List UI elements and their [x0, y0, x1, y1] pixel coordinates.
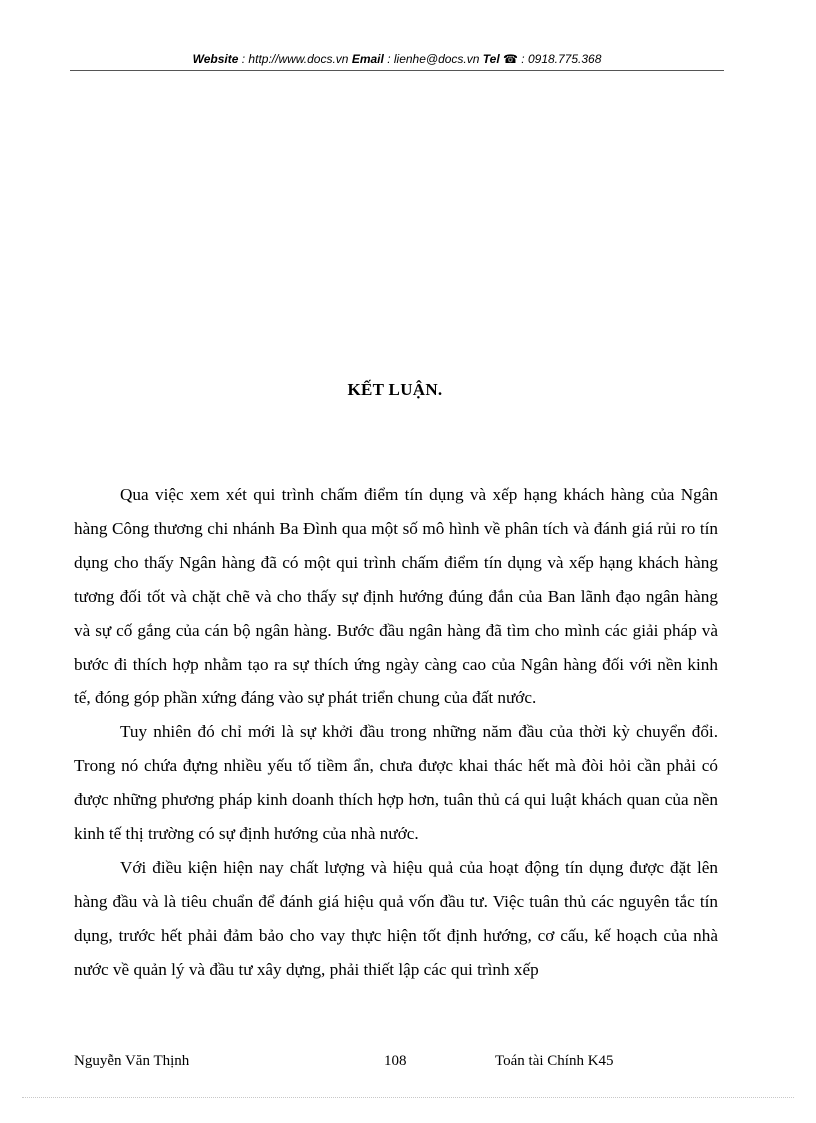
paragraph: Tuy nhiên đó chỉ mới là sự khởi đầu trong những năm đầu của thời kỳ chuyển đổi. Trong nó chứa đựng nhiều yếu tố tiềm ẩn, chưa được khai thác hết mà đòi hỏi cần phải có được những phương pháp kinh doanh thích hợp hơn, tuân thủ cá qui luật khách quan của nền kinh tế thị trường có sự định hướng của nhà nước.: [74, 722, 718, 844]
paragraph: Qua việc xem xét qui trình chấm điểm tín dụng và xếp hạng khách hàng của Ngân hàng Công thương chi nhánh Ba Đình qua một số mô hình về phân tích và đánh giá rủi ro tín dụng cho thấy Ngân hàng đã có một qui trình chấm điểm tín dụng và xếp hạng khách hàng tương đối tốt và chặt chẽ và cho thấy sự định hướng đúng đắn của Ban lãnh đạo ngân hàng và sự cố gắng của cán bộ ngân hàng. Bước đầu ngân hàng đã tìm cho mình các giải pháp và bước đi thích hợp nhằm tạo ra sự thích ứng ngày càng cao của Ngân hàng đối với nền kinh tế, đóng góp phần xứng đáng vào sự phát triển chung của đất nước.: [74, 485, 718, 708]
email-label: Email: [351, 52, 384, 66]
website-label: Website: [192, 52, 239, 66]
tel-label: Tel ☎: [482, 52, 518, 66]
page-title: KẾT LUẬN.: [347, 380, 443, 399]
page-number: 108: [384, 1053, 407, 1069]
footer-divider: [22, 1097, 794, 1098]
tel-value: : 0918.775.368: [521, 52, 602, 66]
paragraph: Với điều kiện hiện nay chất lượng và hiệu quả của hoạt động tín dụng được đặt lên hàng đầu và là tiêu chuẩn để đánh giá hiệu quả vốn đầu tư. Việc tuân thủ các nguyên tắc tín dụng, trước hết phải đảm bảo cho vay thực hiện tốt định hướng, cơ cấu, kế hoạch của nhà nước về quản lý và đầu tư xây dựng, phải thiết lập các qui trình xếp: [74, 857, 718, 979]
header-divider: [70, 70, 724, 71]
body-text: [74, 478, 718, 987]
page-header: [70, 52, 724, 66]
page-footer: [74, 1053, 674, 1075]
website-url: : http://www.docs.vn: [241, 52, 349, 66]
footer-author: Nguyễn Văn Thịnh: [74, 1053, 190, 1069]
footer-course: Toán tài Chính K45: [495, 1053, 614, 1069]
email-value: : lienhe@docs.vn: [387, 52, 480, 66]
